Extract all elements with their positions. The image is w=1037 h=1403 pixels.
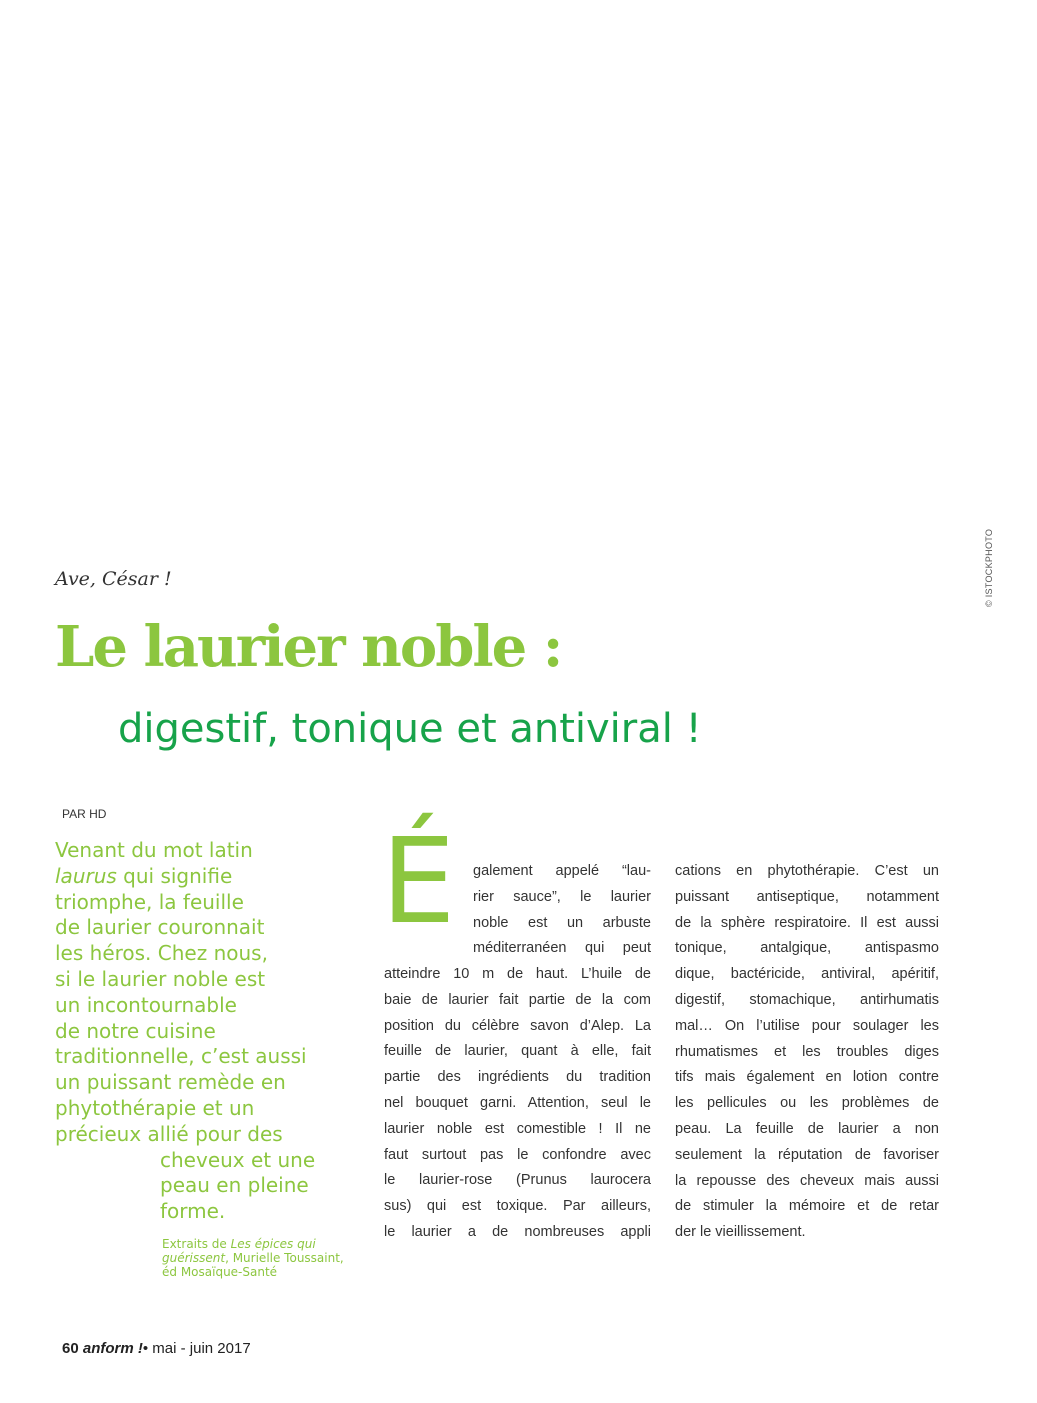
issue-date: • mai - juin 2017 — [142, 1340, 251, 1357]
body-line: rhumatismes et les troubles diges — [675, 1043, 939, 1060]
intro-line: traditionnelle, c’est aussi — [55, 1044, 307, 1069]
body-line: atteindre 10 m de haut. L’huile de — [384, 966, 651, 982]
intro-italic-word: laurus — [55, 863, 117, 888]
body-line: laurier noble est comestible ! Il ne — [384, 1120, 651, 1137]
body-line: baie de laurier fait partie de la com — [384, 991, 651, 1008]
body-line: noble est un arbuste — [473, 914, 651, 931]
body-line: dique, bactéricide, antiviral, apéritif, — [675, 966, 939, 983]
source-prefix: Extraits de — [162, 1237, 231, 1251]
body-line: le laurier-rose (Prunus laurocera — [384, 1172, 651, 1189]
body-line: galement appelé “lau- — [473, 863, 651, 879]
kicker: Ave, César ! — [55, 568, 172, 590]
photo-credit: © ISTOCKPHOTO — [984, 528, 994, 607]
intro-line: de notre cuisine — [55, 1018, 216, 1043]
source-suffix: , Murielle Toussaint, éd Mosaïque-Santé — [162, 1251, 344, 1279]
body-line: seulement la réputation de favoriser — [675, 1146, 939, 1163]
page-footer — [62, 1340, 251, 1357]
intro-line: de laurier couronnait — [55, 915, 265, 940]
body-line: les pellicules ou les problèmes de — [675, 1095, 939, 1112]
body-line: cations en phytothérapie. C’est un — [675, 863, 939, 879]
intro-line: les héros. Chez nous, — [55, 941, 268, 966]
body-line: digestif, stomachique, antirhumatis — [675, 991, 939, 1008]
source-book-title: Les épices qui guérissent — [162, 1237, 316, 1265]
article-column-1 — [384, 962, 651, 1246]
body-line: peau. La feuille de laurier a non — [675, 1120, 939, 1137]
body-line: la repousse des cheveux mais aussi — [675, 1172, 939, 1189]
intro-paragraph — [55, 838, 345, 1225]
intro-line: un puissant remède en — [55, 1070, 286, 1095]
body-line: der le vieillissement. — [675, 1224, 806, 1241]
intro-line: précieux allié pour des — [55, 1121, 283, 1146]
body-line: méditerranéen qui peut — [473, 940, 651, 957]
intro-line: un incontournable — [55, 992, 237, 1017]
article-title: Le laurier noble : — [55, 614, 562, 680]
body-line: nel bouquet garni. Attention, seul le — [384, 1094, 651, 1111]
magazine-name: anform ! — [82, 1340, 143, 1357]
intro-line: Venant du mot latin — [55, 838, 253, 862]
body-line: feuille de laurier, quant à elle, fait — [384, 1043, 651, 1060]
article-subtitle: digestif, tonique et antiviral ! — [118, 706, 702, 752]
intro-line: cheveux et une — [160, 1147, 316, 1172]
body-line: position du célèbre savon d’Alep. La — [384, 1017, 651, 1034]
page-number: 60 — [62, 1340, 79, 1357]
body-line: rier sauce”, le laurier — [473, 888, 651, 905]
body-line: tifs mais également en lotion contre — [675, 1069, 939, 1086]
intro-line — [55, 864, 345, 890]
intro-line: triomphe, la feuille — [55, 889, 244, 914]
body-line: sus) qui est toxique. Par ailleurs, — [384, 1198, 651, 1215]
intro-line: forme. — [160, 1199, 226, 1224]
intro-line: peau en pleine — [160, 1173, 309, 1198]
body-line: de stimuler la mémoire et de retar — [675, 1198, 939, 1215]
body-line: faut surtout pas le confondre avec — [384, 1146, 651, 1163]
byline: PAR HD — [62, 807, 107, 821]
body-line: mal… On l’utilise pour soulager les — [675, 1017, 939, 1034]
article-column-1-top — [473, 859, 651, 962]
intro-line-text: qui signifie — [123, 863, 233, 888]
body-line: tonique, antalgique, antispasmo — [675, 940, 939, 957]
drop-cap: É — [381, 812, 456, 950]
body-line: le laurier a de nombreuses appli — [384, 1223, 651, 1240]
source-note — [162, 1237, 352, 1279]
intro-line: phytothérapie et un — [55, 1095, 255, 1120]
article-column-2 — [675, 859, 939, 1246]
body-line: partie des ingrédients du tradition — [384, 1069, 651, 1086]
intro-line: si le laurier noble est — [55, 966, 266, 991]
body-line: de la sphère respiratoire. Il est aussi — [675, 914, 939, 931]
body-line: puissant antiseptique, notamment — [675, 888, 939, 905]
